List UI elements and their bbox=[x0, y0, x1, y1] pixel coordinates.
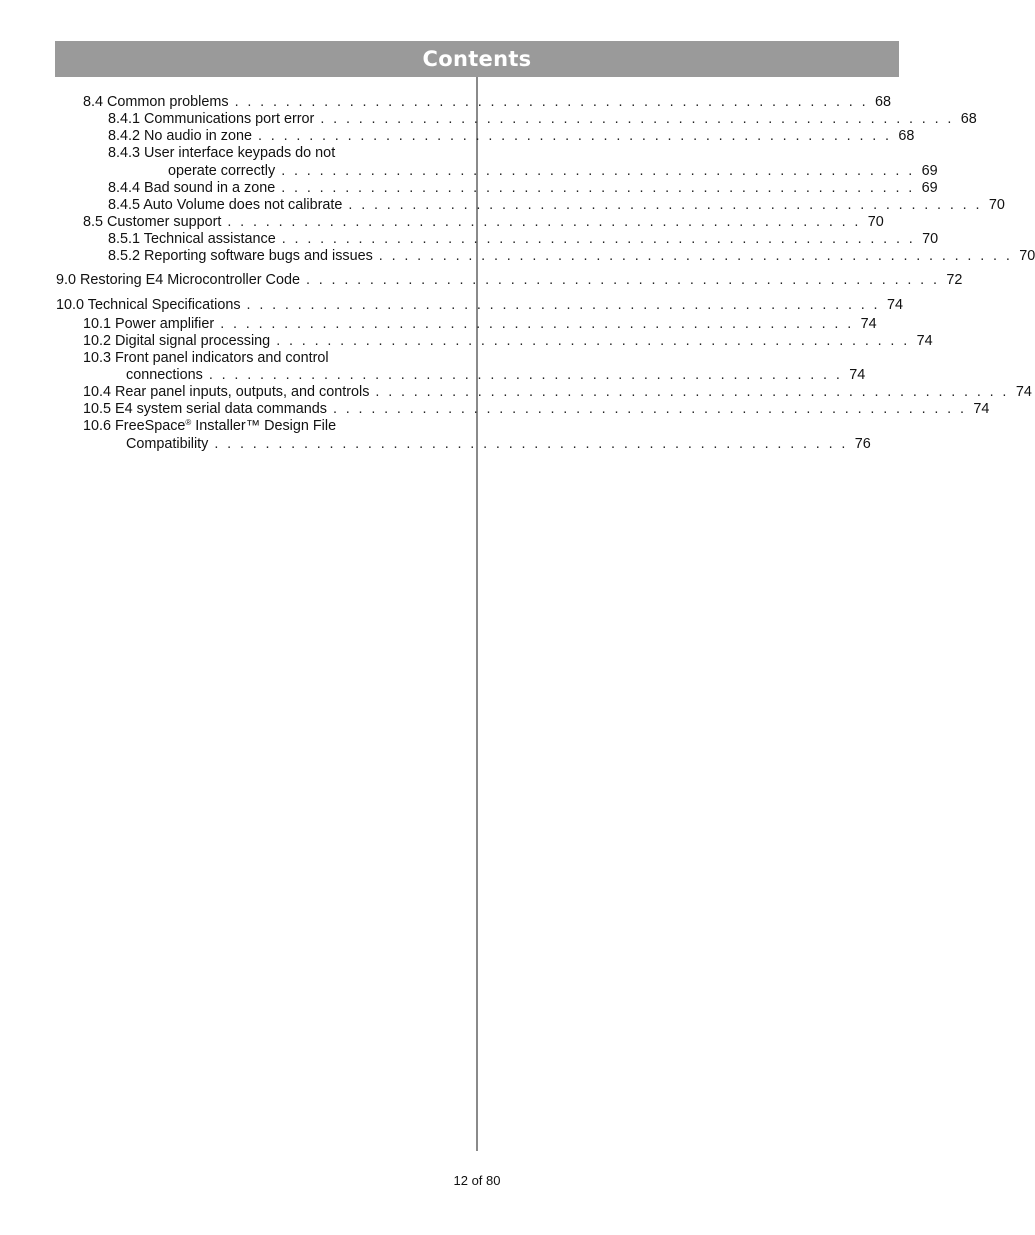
toc-entry-10-4[interactable] bbox=[83, 384, 1032, 401]
toc-entry-8-4-1[interactable] bbox=[108, 111, 977, 128]
toc-entry-title: 8.5.1 Technical assistance bbox=[108, 231, 276, 247]
toc-entry-title: 8.4.2 No audio in zone bbox=[108, 128, 253, 144]
toc-dot-leader: . . . . . . . . . . . . . . . . . . . . . . . . . . . . . . . . . . . . . . . . . . . . . . . . . . bbox=[305, 272, 940, 288]
toc-dot-leader: . . . . . . . . . . . . . . . . . . . . . . . . . . . . . . . . . . . . . . . . . . . . . . . . . . bbox=[281, 163, 915, 179]
toc-dot-leader: . . . . . . . . . . . . . . . . . . . . . . . . . . . . . . . . . . . . . . . . . . . . . . . . . . bbox=[227, 214, 861, 230]
toc-entry-10-2[interactable] bbox=[83, 333, 933, 350]
toc-entry-8-4-4[interactable] bbox=[108, 180, 938, 197]
toc-dot-leader: . . . . . . . . . . . . . . . . . . . . . . . . . . . . . . . . . . . . . . . . . . . . . . . . . . bbox=[378, 248, 1013, 264]
toc-entry-10-3[interactable] bbox=[126, 367, 866, 384]
toc-entry-8-4[interactable] bbox=[83, 94, 891, 111]
toc-entry-8-4-2[interactable] bbox=[108, 128, 915, 145]
toc-entry-title: 9.0 Restoring E4 Microcontroller Code bbox=[56, 272, 300, 288]
toc-entry-title: 10.4 Rear panel inputs, outputs, and controls bbox=[83, 384, 370, 400]
page-title: Contents bbox=[422, 47, 532, 71]
toc-entry-title: connections bbox=[126, 367, 203, 383]
toc-entry-title-part: Installer™ Design File bbox=[191, 418, 337, 434]
toc-page-number: 74 bbox=[1015, 384, 1032, 400]
toc-dot-leader: . . . . . . . . . . . . . . . . . . . . . . . . . . . . . . . . . . . . . . . . . . . . . . . . . . bbox=[214, 436, 848, 452]
toc-dot-leader: . . . . . . . . . . . . . . . . . . . . . . . . . . . . . . . . . . . . . . . . . . . . . . . . . . bbox=[348, 197, 982, 213]
toc-entry-title: Compatibility bbox=[126, 436, 209, 452]
toc-dot-leader: . . . . . . . . . . . . . . . . . . . . . . . . . . . . . . . . . . . . . . . . . . . . . . . . . . bbox=[220, 316, 854, 332]
toc-dot-leader: . . . . . . . . . . . . . . . . . . . . . . . . . . . . . . . . . . . . . . . . . . . . . . . . . . bbox=[332, 401, 967, 417]
toc-entry-title-part: 10.6 FreeSpace bbox=[83, 418, 186, 434]
toc-entry-title: 10.1 Power amplifier bbox=[83, 316, 215, 332]
toc-page-number: 70 bbox=[922, 231, 939, 247]
page-number-footer: 12 of 80 bbox=[453, 1173, 501, 1188]
toc-entry-8-4-3-line1[interactable]: 8.4.3 User interface keypads do not bbox=[108, 145, 336, 161]
toc-page-number: 70 bbox=[867, 214, 884, 230]
toc-entry-title: 8.5 Customer support bbox=[83, 214, 222, 230]
toc-page-number: 69 bbox=[921, 180, 938, 196]
registered-mark: ® bbox=[185, 418, 192, 427]
toc-page-number: 68 bbox=[898, 128, 915, 144]
toc-page-number: 70 bbox=[1019, 248, 1035, 264]
toc-entry-8-4-5[interactable] bbox=[108, 197, 1005, 214]
toc-entry-10-3-line1[interactable]: 10.3 Front panel indicators and control bbox=[83, 350, 329, 366]
toc-dot-leader: . . . . . . . . . . . . . . . . . . . . . . . . . . . . . . . . . . . . . . . . . . . . . . . . . . bbox=[208, 367, 843, 383]
toc-page-number: 69 bbox=[921, 163, 938, 179]
toc-entry-title: 10.2 Digital signal processing bbox=[83, 333, 271, 349]
toc-entry-title: 8.4.1 Communications port error bbox=[108, 111, 315, 127]
toc-entry-title: 8.4 Common problems bbox=[83, 94, 229, 110]
toc-entry-8-5-2[interactable] bbox=[108, 248, 1035, 265]
toc-entry-8-5[interactable] bbox=[83, 214, 884, 231]
toc-entry-title: 8.4.4 Bad sound in a zone bbox=[108, 180, 276, 196]
toc-dot-leader: . . . . . . . . . . . . . . . . . . . . . . . . . . . . . . . . . . . . . . . . . . . . . . . . . . bbox=[246, 297, 880, 313]
toc-entry-10-1[interactable] bbox=[83, 316, 877, 333]
toc-entry-10-6[interactable] bbox=[126, 436, 871, 453]
toc-entry-9-0[interactable] bbox=[56, 272, 963, 289]
toc-page-number: 74 bbox=[849, 367, 866, 383]
toc-dot-leader: . . . . . . . . . . . . . . . . . . . . . . . . . . . . . . . . . . . . . . . . . . . . . . . . . . bbox=[234, 94, 868, 110]
toc-page-number: 74 bbox=[916, 333, 933, 349]
toc-dot-leader: . . . . . . . . . . . . . . . . . . . . . . . . . . . . . . . . . . . . . . . . . . . . . . . . . . bbox=[320, 111, 954, 127]
toc-dot-leader: . . . . . . . . . . . . . . . . . . . . . . . . . . . . . . . . . . . . . . . . . . . . . . . . . . bbox=[375, 384, 1009, 400]
toc-dot-leader: . . . . . . . . . . . . . . . . . . . . . . . . . . . . . . . . . . . . . . . . . . . . . . . . . . bbox=[281, 180, 915, 196]
toc-entry-8-4-3[interactable] bbox=[168, 163, 938, 180]
toc-entry-title: 8.5.2 Reporting software bugs and issues bbox=[108, 248, 373, 264]
toc-entry-10-6-line1[interactable] bbox=[83, 418, 336, 435]
toc-page-number: 72 bbox=[946, 272, 963, 288]
toc-page-number: 74 bbox=[860, 316, 877, 332]
toc-page-number: 70 bbox=[988, 197, 1005, 213]
toc-entry-10-0[interactable] bbox=[56, 297, 903, 314]
toc-entry-10-5[interactable] bbox=[83, 401, 990, 418]
toc-entry-title: operate correctly bbox=[168, 163, 276, 179]
toc-page-number: 74 bbox=[973, 401, 990, 417]
toc-dot-leader: . . . . . . . . . . . . . . . . . . . . . . . . . . . . . . . . . . . . . . . . . . . . . . . . . . bbox=[281, 231, 916, 247]
toc-page-number: 68 bbox=[960, 111, 977, 127]
toc-dot-leader: . . . . . . . . . . . . . . . . . . . . . . . . . . . . . . . . . . . . . . . . . . . . . . . . . . bbox=[276, 333, 910, 349]
toc-entry-title: 8.4.5 Auto Volume does not calibrate bbox=[108, 197, 343, 213]
toc-page-number: 68 bbox=[874, 94, 891, 110]
toc-entry-title: 10.0 Technical Specifications bbox=[56, 297, 241, 313]
toc-entry-8-5-1[interactable] bbox=[108, 231, 939, 248]
toc-entry-title: 10.5 E4 system serial data commands bbox=[83, 401, 327, 417]
toc-page-number: 76 bbox=[854, 436, 871, 452]
toc-page-number: 74 bbox=[886, 297, 903, 313]
toc-dot-leader: . . . . . . . . . . . . . . . . . . . . . . . . . . . . . . . . . . . . . . . . . . . . . . . . . . bbox=[258, 128, 892, 144]
